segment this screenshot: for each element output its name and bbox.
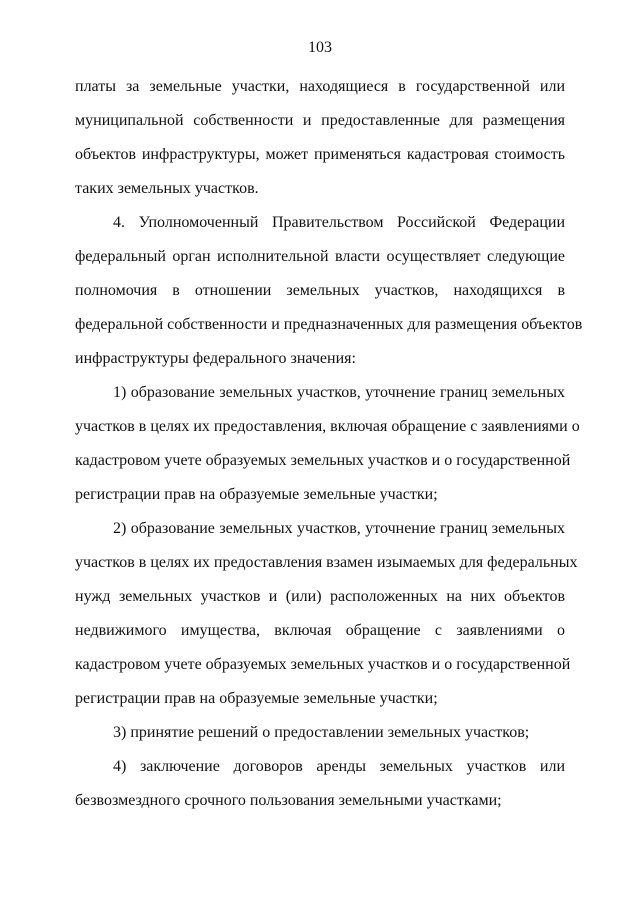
paragraph bbox=[75, 70, 565, 206]
text-line: муниципальной собственности и предоставленные для размещения bbox=[75, 112, 565, 129]
paragraph bbox=[75, 750, 565, 818]
paragraph bbox=[75, 512, 578, 716]
paragraph bbox=[75, 376, 580, 512]
text-line: полномочия в отношении земельных участков, находящихся в bbox=[75, 282, 565, 299]
text-line: платы за земельные участки, находящиеся в государственной или bbox=[75, 78, 565, 95]
text-line: кадастровом учете образуемых земельных участков и о государственной bbox=[75, 452, 571, 469]
text-line: участков в целях их предоставления взамен изымаемых для федеральных bbox=[75, 554, 578, 571]
paragraph bbox=[75, 716, 565, 750]
text-line: объектов инфраструктуры, может применяться кадастровая стоимость bbox=[75, 146, 565, 163]
text-line: таких земельных участков. bbox=[75, 180, 259, 197]
text-line: 3) принятие решений о предоставлении земельных участков; bbox=[113, 724, 530, 741]
page-number: 103 bbox=[308, 39, 332, 56]
text-line: 4. Уполномоченный Правительством Российской Федерации bbox=[113, 214, 565, 231]
text-line: регистрации прав на образуемые земельные участки; bbox=[75, 690, 438, 707]
text-line: 2) образование земельных участков, уточнение границ земельных bbox=[113, 520, 565, 537]
text-line: кадастровом учете образуемых земельных участков и о государственной bbox=[75, 656, 571, 673]
text-line: инфраструктуры федерального значения: bbox=[75, 350, 356, 367]
text-line: 4) заключение договоров аренды земельных участков или bbox=[113, 758, 565, 775]
text-line: федеральный орган исполнительной власти осуществляет следующие bbox=[75, 248, 565, 265]
text-line: 1) образование земельных участков, уточнение границ земельных bbox=[113, 384, 565, 401]
text-line: безвозмездного срочного пользования земельными участками; bbox=[75, 792, 502, 809]
text-line: регистрации прав на образуемые земельные участки; bbox=[75, 486, 438, 503]
paragraph bbox=[75, 206, 583, 376]
document-body bbox=[75, 70, 583, 818]
text-line: федеральной собственности и предназначенных для размещения объектов bbox=[75, 316, 583, 333]
text-line: участков в целях их предоставления, включая обращение с заявлениями о bbox=[75, 418, 580, 435]
text-line: недвижимого имущества, включая обращение с заявлениями о bbox=[75, 622, 565, 639]
text-line: нужд земельных участков и (или) расположенных на них объектов bbox=[75, 588, 565, 605]
